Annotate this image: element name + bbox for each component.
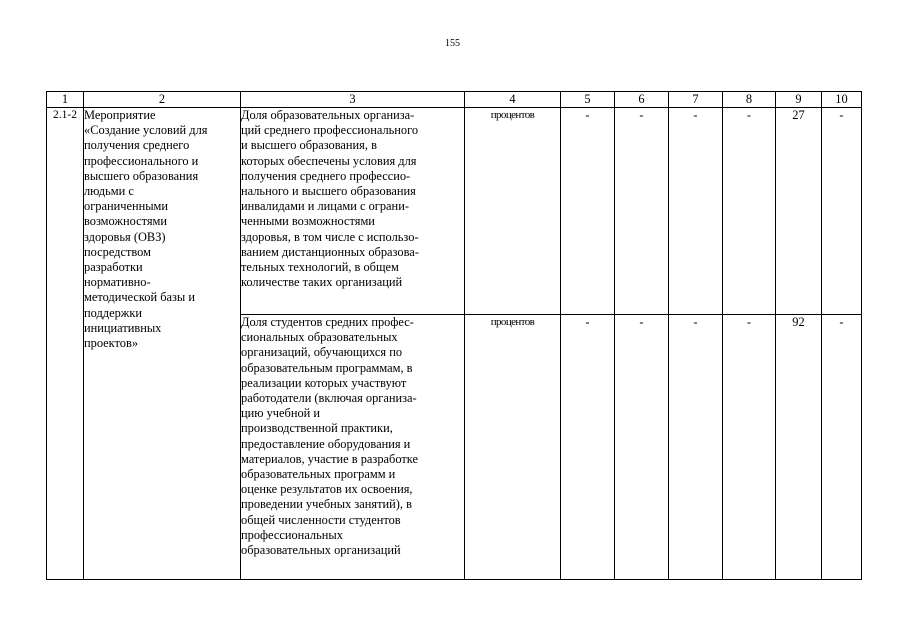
header-cell-8: 8 [723, 92, 776, 108]
row-number-cell: 2.1-2 [47, 108, 84, 580]
table-header-row [47, 92, 862, 108]
value-cell-col10: - [822, 108, 862, 315]
value-cell-col8: - [723, 108, 776, 315]
unit-cell: процентов [465, 315, 561, 580]
table-row [47, 108, 862, 315]
header-cell-3: 3 [241, 92, 465, 108]
value-cell-col8: - [723, 315, 776, 580]
unit-cell: процентов [465, 108, 561, 315]
header-cell-1: 1 [47, 92, 84, 108]
indicator-text-cell: Доля студентов средних профес- сиональных образовательных организаций, обучающихся по образовательным программам, в реализации которых участвуют работодатели (включая организа- цию учебной и производственной практики, предоставление оборудования и материалов, участие в разработке образовательных программ и оценке результатов их освоения, проведении учебных занятий), в общей численности студентов профессиональных образовательных организаций [241, 315, 465, 580]
value-cell-col7: - [669, 315, 723, 580]
header-cell-5: 5 [561, 92, 615, 108]
value-cell-col5: - [561, 315, 615, 580]
indicators-table [46, 91, 862, 580]
value-cell-col9: 92 [776, 315, 822, 580]
value-cell-col5: - [561, 108, 615, 315]
value-cell-col10: - [822, 315, 862, 580]
header-cell-9: 9 [776, 92, 822, 108]
indicator-text-cell: Доля образовательных организа- ций среднего профессионального и высшего образования, в которых обеспечены условия для получения среднего профессио- нального и высшего образования инвалидами и лицами с ограни- ченными возможностями здоровья, в том числе с использо- ванием дистанционных образова- тельных технологий, в общем количестве таких организаций [241, 108, 465, 315]
header-cell-6: 6 [615, 92, 669, 108]
value-cell-col6: - [615, 315, 669, 580]
value-cell-col9: 27 [776, 108, 822, 315]
value-cell-col7: - [669, 108, 723, 315]
header-cell-2: 2 [84, 92, 241, 108]
value-cell-col6: - [615, 108, 669, 315]
page-number: 155 [445, 38, 460, 49]
event-description-cell: Мероприятие «Создание условий для получения среднего профессионального и высшего образования людьми с ограниченными возможностями здоровья (ОВЗ) посредством разработки нормативно- методической базы и поддержки инициативных проектов» [84, 108, 241, 580]
header-cell-7: 7 [669, 92, 723, 108]
header-cell-10: 10 [822, 92, 862, 108]
header-cell-4: 4 [465, 92, 561, 108]
